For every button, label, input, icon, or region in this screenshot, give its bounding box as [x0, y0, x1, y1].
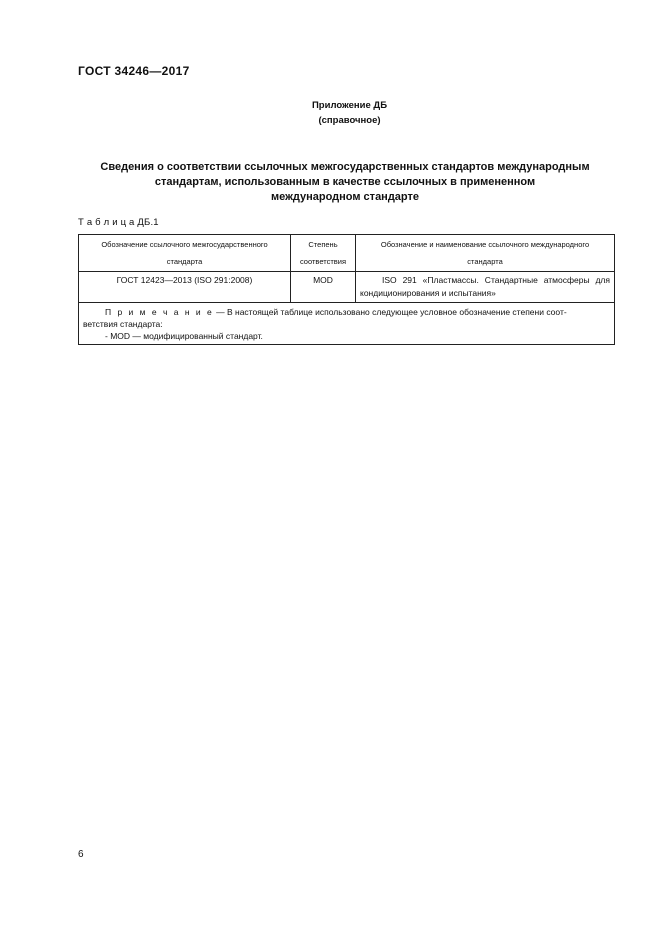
header-degree — [291, 235, 356, 272]
note-text-2: ветствия стандарта: — [83, 319, 163, 329]
appendix-title: Приложение ДБ — [311, 100, 388, 111]
header-col2-line2: соответствия — [299, 257, 347, 266]
appendix-subtitle: (справочное) — [318, 115, 381, 126]
page-number: 6 — [78, 849, 84, 860]
note-label: П р и м е ч а н и е — [105, 307, 214, 317]
header-col3-line2: стандарта — [467, 257, 503, 266]
cell-international: ISO 291 «Пластмассы. Стандартные атмосферы для кондиционирования и испытания» — [356, 272, 615, 303]
cell-degree: MOD — [291, 272, 356, 303]
note-text-3: - MOD — модифицированный стандарт. — [105, 331, 263, 341]
appendix-heading — [0, 98, 661, 128]
table-header-row — [79, 235, 615, 272]
section-title — [90, 160, 600, 205]
note-text-1: — В настоящей таблице использовано следующее условное обозначение степени соот- — [213, 307, 567, 317]
header-interstate-standard — [79, 235, 291, 272]
header-col2-line1: Степень — [308, 240, 338, 249]
cell-standard: ГОСТ 12423—2013 (ISO 291:2008) — [79, 272, 291, 303]
section-title-line-2: стандартам, использованным в качестве ссылочных в примененном — [154, 176, 536, 188]
reference-standards-table — [78, 234, 615, 345]
table-row — [79, 272, 615, 303]
table-note — [79, 303, 615, 345]
table-note-row — [79, 303, 615, 345]
header-col1-line1: Обозначение ссылочного межгосударственного — [101, 240, 268, 249]
header-international-standard — [356, 235, 615, 272]
table-label: Т а б л и ц а ДБ.1 — [78, 217, 159, 228]
document-code: ГОСТ 34246—2017 — [78, 64, 190, 78]
section-title-line-3: международном стандарте — [270, 191, 420, 203]
header-col3-line1: Обозначение и наименование ссылочного международного — [380, 240, 590, 249]
header-col1-line2: стандарта — [166, 257, 203, 266]
section-title-line-1: Сведения о соответствии ссылочных межгосударственных стандартов международным — [100, 161, 590, 173]
